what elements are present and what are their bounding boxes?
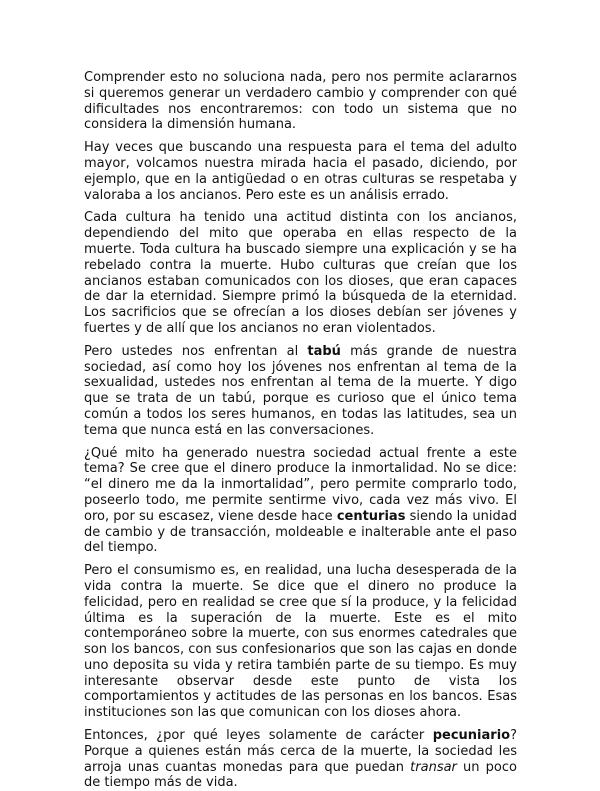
text-run: un poco de tiempo más de vida.	[84, 759, 517, 791]
text-run: Comprender esto no soluciona nada, pero nos permite aclararnos si queremos generar un verdadero cambio y comprender con qué dificultades nos encontraremos: con todo un sistema que no considera la dimensión humana.	[84, 70, 517, 133]
text-run: Pero ustedes nos enfrentan al	[84, 343, 308, 359]
text-run-italic: transar	[410, 759, 457, 775]
text-run: siendo la unidad de cambio y de transacción, moldeable e inalterable ante el paso del tiempo.	[84, 508, 517, 556]
paragraph	[84, 728, 517, 791]
text-run-bold: tabú	[307, 343, 341, 359]
text-run: Entonces, ¿por qué leyes solamente de carácter	[84, 728, 433, 744]
text-run: Pero el consumismo es, en realidad, una lucha desesperada de la vida contra la muerte. Se dice que el dinero no produce la felicidad, pero en realidad se cree que sí la produce, y la felicidad última es la superación de la muerte. Este es el mito contemporáneo sobre la muerte, con sus enormes catedrales que son los bancos, con sus confesionarios que son las cajas en donde uno deposita su vida y retira también parte de su tiempo. Es muy interesante observar desde este punto de vista los comportamientos y actitudes de las personas en los bancos. Esas instituciones son las que comunican con los dioses ahora.	[84, 563, 517, 721]
paragraph	[84, 563, 517, 721]
text-run: Hay veces que buscando una respuesta para el tema del adulto mayor, volcamos nuestra mirada hacia el pasado, diciendo, por ejemplo, que en la antigüedad o en otras culturas se respetaba y valoraba a los ancianos. Pero este es un análisis errado.	[84, 140, 517, 203]
text-run: Cada cultura ha tenido una actitud distinta con los ancianos, dependiendo del mito que operaba en ellas respecto de la muerte. Toda cultura ha buscado siempre una explicación y se ha rebelado contra la muerte. Hubo culturas que creían que los ancianos estaban comunicados con los dioses, que eran capaces de dar la eternidad. Siempre primó la búsqueda de la eternidad. Los sacrificios que se ofrecían a los dioses debían ser jóvenes y fuertes y de allí que los ancianos no eran violentados.	[84, 210, 517, 336]
text-run-bold: pecuniario	[432, 728, 511, 744]
paragraph	[84, 210, 517, 336]
text-run: ? Porque a quienes están más cerca de la muerte, la sociedad les arroja unas cuantas monedas para que puedan	[84, 728, 517, 775]
paragraph	[84, 70, 517, 133]
text-run: más grande de nuestra sociedad, así como hoy los jóvenes nos enfrentan al tema de la sexualidad, ustedes nos enfrentan al tema de la muerte. Y digo que se trata de un tabú, porque es curioso que el único tema común a todos los seres humanos, en todas las latitudes, sea un tema que nunca está en las conversaciones.	[84, 343, 517, 438]
paragraph	[84, 344, 517, 439]
text-run-bold: centurias	[336, 508, 406, 524]
document-body	[84, 70, 517, 791]
text-run: ¿Qué mito ha generado nuestra sociedad actual frente a este tema? Se cree que el dinero produce la inmortalidad. No se dice: “el dinero me da la inmortalidad”, pero permite comprarlo todo, poseerlo todo, me permite sentirme vivo, cada vez más vivo. El oro, por su escasez, viene desde hace	[84, 445, 517, 524]
paragraph	[84, 140, 517, 203]
paragraph	[84, 446, 517, 557]
